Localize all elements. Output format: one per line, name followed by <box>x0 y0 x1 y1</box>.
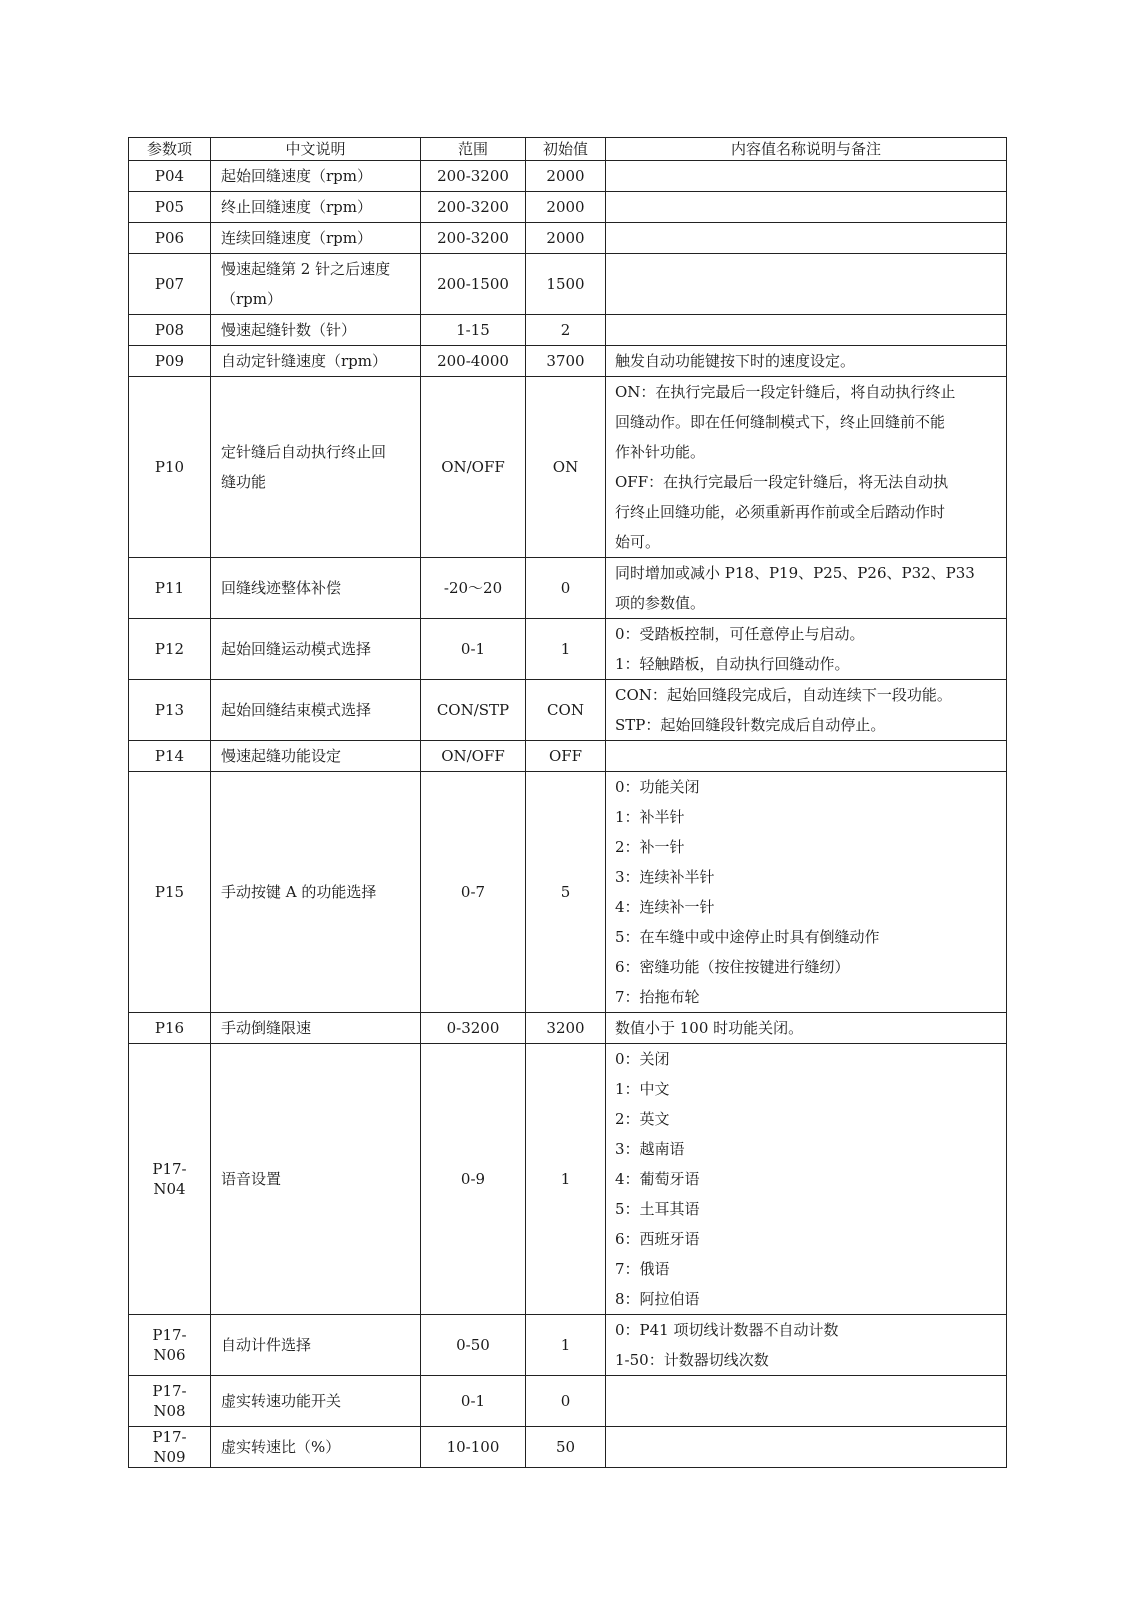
param-initial-value: 3700 <box>526 346 606 377</box>
param-notes <box>606 161 1007 192</box>
header-range: 范围 <box>421 138 526 161</box>
header-initial-value: 初始值 <box>526 138 606 161</box>
param-description <box>211 346 421 377</box>
param-range: 0-9 <box>421 1044 526 1315</box>
param-id: P17-N08 <box>129 1376 211 1427</box>
table-row <box>129 1044 1007 1315</box>
param-range: ON/OFF <box>421 377 526 558</box>
param-notes <box>606 619 1007 680</box>
param-id: P12 <box>129 619 211 680</box>
param-initial-value: 3200 <box>526 1013 606 1044</box>
table-row <box>129 558 1007 619</box>
param-initial-value: 1 <box>526 619 606 680</box>
table-row <box>129 377 1007 558</box>
header-param: 参数项 <box>129 138 211 161</box>
param-range: 200-4000 <box>421 346 526 377</box>
param-notes <box>606 1013 1007 1044</box>
note-line: ON：在执行完最后一段定针缝后，将自动执行终止 <box>615 383 956 401</box>
note-line: 5：土耳其语 <box>615 1200 700 1218</box>
param-initial-value: 50 <box>526 1427 606 1468</box>
note-line: 4：连续补一针 <box>615 898 715 916</box>
param-notes <box>606 680 1007 741</box>
param-description <box>211 1013 421 1044</box>
param-notes <box>606 223 1007 254</box>
param-id: P06 <box>129 223 211 254</box>
table-body <box>129 161 1007 1468</box>
note-line: 作补针功能。 <box>615 443 706 461</box>
param-id: P10 <box>129 377 211 558</box>
note-line: 4：葡萄牙语 <box>615 1170 700 1188</box>
table-row <box>129 315 1007 346</box>
param-range: 200-3200 <box>421 223 526 254</box>
note-line: 6：密缝功能（按住按键进行缝纫） <box>615 958 850 976</box>
param-id: P17-N09 <box>129 1427 211 1468</box>
param-description <box>211 680 421 741</box>
param-initial-value: 2000 <box>526 161 606 192</box>
param-description <box>211 619 421 680</box>
param-id: P13 <box>129 680 211 741</box>
description-line: 连续回缝速度（rpm） <box>221 229 372 247</box>
table-row <box>129 223 1007 254</box>
param-range: 0-1 <box>421 619 526 680</box>
param-description <box>211 192 421 223</box>
description-line: 起始回缝运动模式选择 <box>221 640 372 658</box>
note-line: 3：越南语 <box>615 1140 685 1158</box>
param-description <box>211 741 421 772</box>
param-initial-value: 5 <box>526 772 606 1013</box>
param-notes <box>606 1376 1007 1427</box>
description-line: 语音设置 <box>221 1170 282 1188</box>
parameter-table <box>128 137 1007 1468</box>
table-row <box>129 254 1007 315</box>
param-id: P05 <box>129 192 211 223</box>
param-id: P15 <box>129 772 211 1013</box>
param-range: 10-100 <box>421 1427 526 1468</box>
description-line: 终止回缝速度（rpm） <box>221 198 372 216</box>
param-initial-value: ON <box>526 377 606 558</box>
table-row <box>129 741 1007 772</box>
param-description <box>211 558 421 619</box>
description-line: 慢速起缝功能设定 <box>221 747 342 765</box>
note-line: 0：功能关闭 <box>615 778 700 796</box>
param-notes <box>606 1427 1007 1468</box>
note-line: CON：起始回缝段完成后，自动连续下一段功能。 <box>615 686 952 704</box>
param-range: ON/OFF <box>421 741 526 772</box>
param-notes <box>606 254 1007 315</box>
param-notes <box>606 1315 1007 1376</box>
param-notes <box>606 346 1007 377</box>
param-range: 200-1500 <box>421 254 526 315</box>
param-id: P07 <box>129 254 211 315</box>
param-range: 0-7 <box>421 772 526 1013</box>
table-row <box>129 1376 1007 1427</box>
table-row <box>129 1013 1007 1044</box>
param-notes <box>606 1044 1007 1315</box>
param-range: 0-3200 <box>421 1013 526 1044</box>
note-line: 7：俄语 <box>615 1260 670 1278</box>
description-line: 定针缝后自动执行终止回 <box>221 443 387 461</box>
description-line: 慢速起缝针数（针） <box>221 321 357 339</box>
note-line: 3：连续补半针 <box>615 868 715 886</box>
param-id: P16 <box>129 1013 211 1044</box>
description-line: 起始回缝结束模式选择 <box>221 701 372 719</box>
note-line: 0：关闭 <box>615 1050 670 1068</box>
param-id: P11 <box>129 558 211 619</box>
description-line: 回缝线迹整体补偿 <box>221 579 342 597</box>
param-description <box>211 161 421 192</box>
param-initial-value: 1 <box>526 1044 606 1315</box>
table-row <box>129 346 1007 377</box>
note-line: STP：起始回缝段针数完成后自动停止。 <box>615 716 886 734</box>
param-id: P17-N06 <box>129 1315 211 1376</box>
param-id: P09 <box>129 346 211 377</box>
note-line: 1：轻触踏板，自动执行回缝动作。 <box>615 655 850 673</box>
note-line: 1：中文 <box>615 1080 670 1098</box>
description-line: 起始回缝速度（rpm） <box>221 167 372 185</box>
param-description <box>211 254 421 315</box>
param-id: P17-N04 <box>129 1044 211 1315</box>
param-range: CON/STP <box>421 680 526 741</box>
param-notes <box>606 772 1007 1013</box>
note-line: 7：抬拖布轮 <box>615 988 700 1006</box>
note-line: 2：英文 <box>615 1110 670 1128</box>
note-line: 1：补半针 <box>615 808 685 826</box>
note-line: 数值小于 100 时功能关闭。 <box>615 1019 804 1037</box>
param-notes <box>606 192 1007 223</box>
description-line: 慢速起缝第 2 针之后速度 <box>221 260 391 278</box>
table-row <box>129 772 1007 1013</box>
param-notes <box>606 741 1007 772</box>
param-range: 1-15 <box>421 315 526 346</box>
note-line: 2：补一针 <box>615 838 685 856</box>
param-description <box>211 1376 421 1427</box>
header-notes: 内容值名称说明与备注 <box>606 138 1007 161</box>
param-initial-value: OFF <box>526 741 606 772</box>
note-line: 项的参数值。 <box>615 594 706 612</box>
param-description <box>211 1315 421 1376</box>
param-description <box>211 223 421 254</box>
param-initial-value: 1 <box>526 1315 606 1376</box>
param-description <box>211 1044 421 1315</box>
param-id: P04 <box>129 161 211 192</box>
note-line: 同时增加或减小 P18、P19、P25、P26、P32、P33 <box>615 564 975 582</box>
note-line: OFF：在执行完最后一段定针缝后，将无法自动执 <box>615 473 949 491</box>
note-line: 始可。 <box>615 533 661 551</box>
param-initial-value: CON <box>526 680 606 741</box>
param-notes <box>606 315 1007 346</box>
description-line: （rpm） <box>221 290 282 308</box>
param-description <box>211 1427 421 1468</box>
param-notes <box>606 377 1007 558</box>
table-row <box>129 161 1007 192</box>
param-notes <box>606 558 1007 619</box>
description-line: 自动定针缝速度（rpm） <box>221 352 387 370</box>
param-range: -20～20 <box>421 558 526 619</box>
param-range: 0-1 <box>421 1376 526 1427</box>
param-initial-value: 2000 <box>526 192 606 223</box>
description-line: 虚实转速比（%） <box>221 1438 341 1456</box>
param-initial-value: 0 <box>526 558 606 619</box>
param-initial-value: 2000 <box>526 223 606 254</box>
param-range: 200-3200 <box>421 161 526 192</box>
param-description <box>211 315 421 346</box>
description-line: 自动计件选择 <box>221 1336 312 1354</box>
param-range: 0-50 <box>421 1315 526 1376</box>
param-initial-value: 1500 <box>526 254 606 315</box>
note-line: 5：在车缝中或中途停止时具有倒缝动作 <box>615 928 880 946</box>
param-description <box>211 377 421 558</box>
table-row <box>129 1427 1007 1468</box>
table-row <box>129 1315 1007 1376</box>
description-line: 手动按键 A 的功能选择 <box>221 883 377 901</box>
description-line: 虚实转速功能开关 <box>221 1392 342 1410</box>
description-line: 手动倒缝限速 <box>221 1019 312 1037</box>
table-row <box>129 192 1007 223</box>
param-initial-value: 0 <box>526 1376 606 1427</box>
param-id: P14 <box>129 741 211 772</box>
param-range: 200-3200 <box>421 192 526 223</box>
param-description <box>211 772 421 1013</box>
param-id: P08 <box>129 315 211 346</box>
header-description: 中文说明 <box>211 138 421 161</box>
note-line: 回缝动作。即在任何缝制模式下，终止回缝前不能 <box>615 413 946 431</box>
note-line: 1-50：计数器切线次数 <box>615 1351 769 1369</box>
note-line: 行终止回缝功能，必须重新再作前或全后踏动作时 <box>615 503 946 521</box>
note-line: 触发自动功能键按下时的速度设定。 <box>615 352 856 370</box>
note-line: 0：P41 项切线计数器不自动计数 <box>615 1321 839 1339</box>
param-initial-value: 2 <box>526 315 606 346</box>
description-line: 缝功能 <box>221 473 267 491</box>
note-line: 6：西班牙语 <box>615 1230 700 1248</box>
table-row <box>129 680 1007 741</box>
note-line: 0：受踏板控制，可任意停止与启动。 <box>615 625 865 643</box>
table-row <box>129 619 1007 680</box>
note-line: 8：阿拉伯语 <box>615 1290 700 1308</box>
table-header-row <box>129 138 1007 161</box>
